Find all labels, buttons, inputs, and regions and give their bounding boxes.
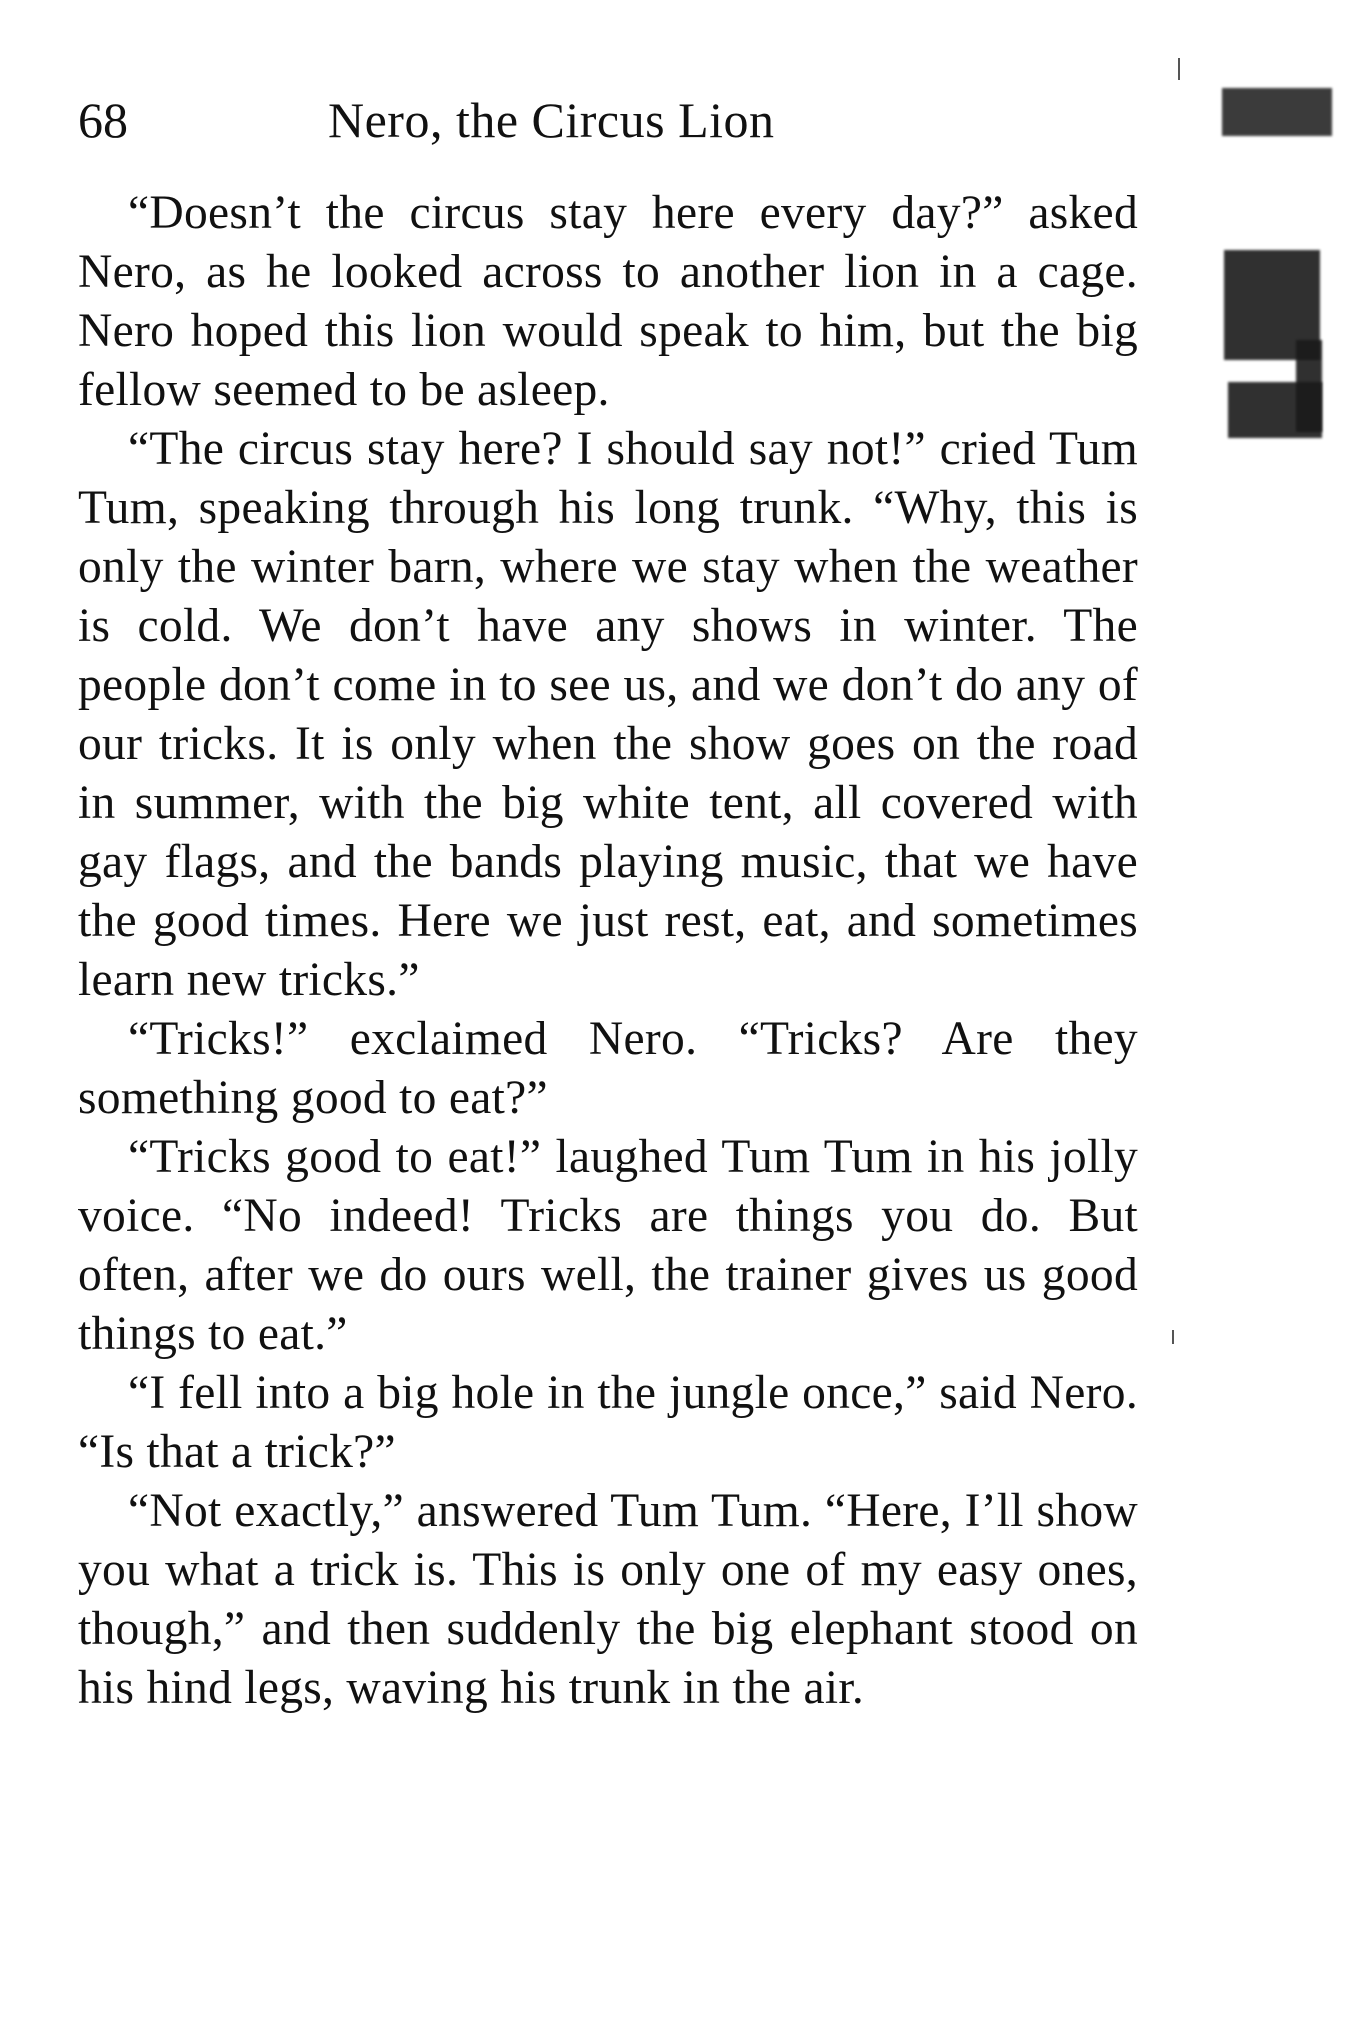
paragraph: “The circus stay here? I should say not!” cried Tum Tum, speaking through his long trunk. “Why, this is only the winter barn, where we stay when the weather is cold. We don’t have any shows in winter. The people don’t come in to see us, and we don’t do any of our tricks. It is only when the show goes on the road in summer, with the big white tent, all covered with gay flags, and the bands playing music, that we have the good times. Here we just rest, eat, and sometimes learn new tricks.” [78, 423, 1138, 1006]
scan-artifact [1228, 382, 1322, 438]
scan-artifact [1222, 88, 1332, 136]
page-number: 68 [78, 92, 128, 148]
running-title: Nero, the Circus Lion [328, 92, 775, 148]
paragraph: “Tricks good to eat!” laughed Tum Tum in his jolly voice. “No indeed! Tricks are things you do. But often, after we do ours well, the trainer gives us good things to eat.” [78, 1131, 1138, 1360]
scan-speck [1178, 58, 1180, 80]
scan-speck [1172, 1330, 1174, 1344]
page-header [78, 85, 1138, 155]
paragraph: “Tricks!” exclaimed Nero. “Tricks? Are they something good to eat?” [78, 1013, 1138, 1124]
paragraph: “Doesn’t the circus stay here every day?” asked Nero, as he looked across to another lion in a cage. Nero hoped this lion would speak to him, but the big fellow seemed to be asleep. [78, 187, 1138, 416]
paragraph: “I fell into a big hole in the jungle once,” said Nero. “Is that a trick?” [78, 1367, 1138, 1478]
body-text [78, 184, 1138, 1718]
paragraph: “Not exactly,” answered Tum Tum. “Here, I’ll show you what a trick is. This is only one of my easy ones, though,” and then suddenly the big elephant stood on his hind legs, waving his trunk in the air. [78, 1485, 1138, 1714]
